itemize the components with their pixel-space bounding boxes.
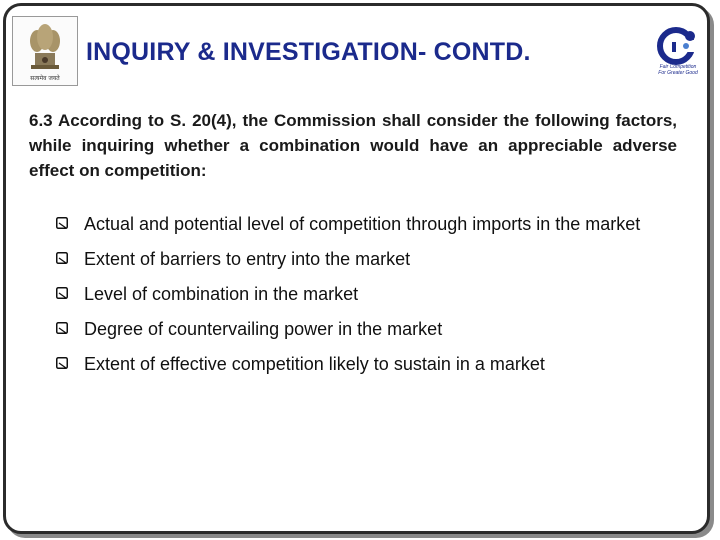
factor-list [56, 212, 656, 387]
list-item [56, 317, 656, 341]
list-item-text: Extent of barriers to entry into the market [84, 249, 411, 269]
page-title: INQUIRY & INVESTIGATION- CONTD. [86, 38, 531, 66]
intro-paragraph: 6.3 According to S. 20(4), the Commission shall consider the following factors, while inquiring whether a combination would have an appreciable adverse effect on competition: [29, 111, 677, 180]
list-item-text: Extent of effective competition likely to sustain in a market [84, 354, 545, 374]
cci-logo-icon [650, 26, 706, 78]
list-item [56, 247, 656, 271]
logo-text-line1: Fair Competition [659, 64, 697, 70]
emblem-caption: सत्यमेव जयते [30, 75, 60, 82]
list-item [56, 352, 656, 376]
checkbox-square-icon [56, 287, 68, 299]
list-item-text: Actual and potential level of competition through imports in the market [84, 214, 641, 234]
list-item-text: Level of combination in the market [84, 284, 359, 304]
checkbox-square-icon [56, 252, 68, 264]
list-item [56, 282, 656, 306]
list-item-text: Degree of countervailing power in the market [84, 319, 443, 339]
checkbox-square-icon [56, 217, 68, 229]
national-emblem-icon [12, 16, 78, 86]
logo-text-line2: For Greater Good [658, 70, 698, 76]
checkbox-square-icon [56, 357, 68, 369]
list-item [56, 212, 656, 236]
checkbox-square-icon [56, 322, 68, 334]
